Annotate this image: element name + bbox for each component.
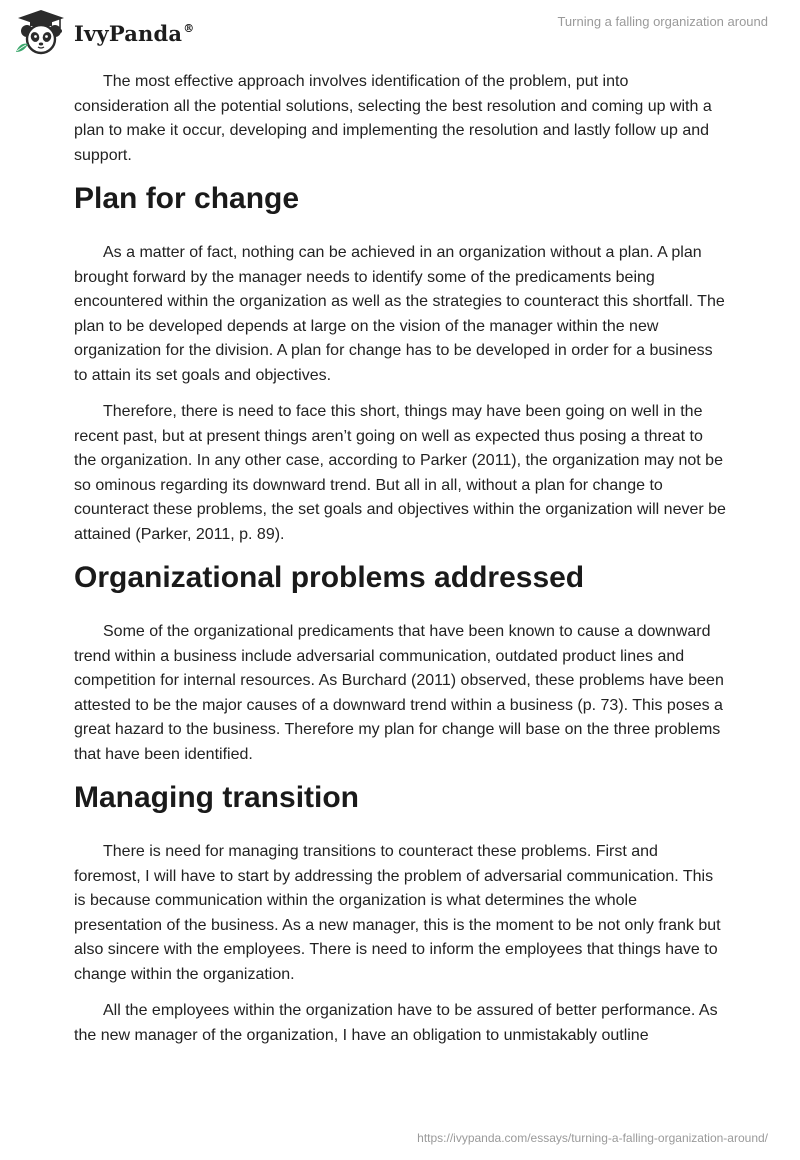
paragraph: As a matter of fact, nothing can be achieved in an organization without a plan. A plan brought forward by the manager needs to identify some of the predicaments being encountered within the organization as well as the strategies to counteract this shortfall. The plan to be developed depends at large on the vision of the manager within the new organization for the division. A plan for change has to be developed in order for a business to attain its set goals and objectives.: [74, 244, 725, 384]
paragraph: There is need for managing transitions to counteract these problems. First and foremost, I will have to start by addressing the problem of adversarial communication. This is because communication within the organization is what determines the whole presentation of the business. As a new manager, this is the moment to be not only frank but also sincere with the employees. There is need to inform the employees that things have to change within the organization.: [74, 843, 721, 983]
ivypanda-logo[interactable]: [14, 8, 194, 56]
essay-content: [74, 70, 726, 1060]
paragraph: Some of the organizational predicaments that have been known to cause a downward trend within a business include adversarial communication, outdated product lines and competition for internal resources. As Burchard (2011) observed, these problems have been attested to be the major causes of a downward trend within a business (p. 73). This poses a great hazard to the business. Therefore my plan for change will base on the three problems that have been identified.: [74, 623, 724, 763]
section-heading-plan-for-change: Plan for change: [74, 182, 300, 215]
running-title: Turning a falling organization around: [557, 14, 768, 29]
section-heading-managing-transition: Managing transition: [74, 781, 359, 814]
paragraph: All the employees within the organization have to be assured of better performance. As the new manager of the organization, I have an obligation to unmistakably outline: [74, 1002, 718, 1044]
logo-name: IvyPanda: [74, 20, 183, 46]
logo-wordmark: [74, 21, 194, 46]
logo-registered-mark: ®: [183, 21, 195, 35]
intro-paragraph: The most effective approach involves identification of the problem, put into consideration all the potential solutions, selecting the best resolution and coming up with a plan to make it occur, developing and implementing the resolution and lastly follow up and support.: [74, 73, 712, 164]
panda-graduate-icon: [14, 8, 66, 56]
paragraph: Therefore, there is need to face this short, things may have been going on well in the recent past, but at present things aren’t going on well as expected thus posing a threat to the organization. In any other case, according to Parker (2011), the organization may not be so ominous regarding its downward trend. But all in all, without a plan for change to counteract these problems, the set goals and objectives within the organization will never be attained (Parker, 2011, p. 89).: [74, 403, 726, 543]
section-heading-organizational-problems: Organizational problems addressed: [74, 561, 585, 594]
page-header: [0, 0, 800, 62]
source-url[interactable]: https://ivypanda.com/essays/turning-a-falling-organization-around/: [417, 1131, 768, 1145]
